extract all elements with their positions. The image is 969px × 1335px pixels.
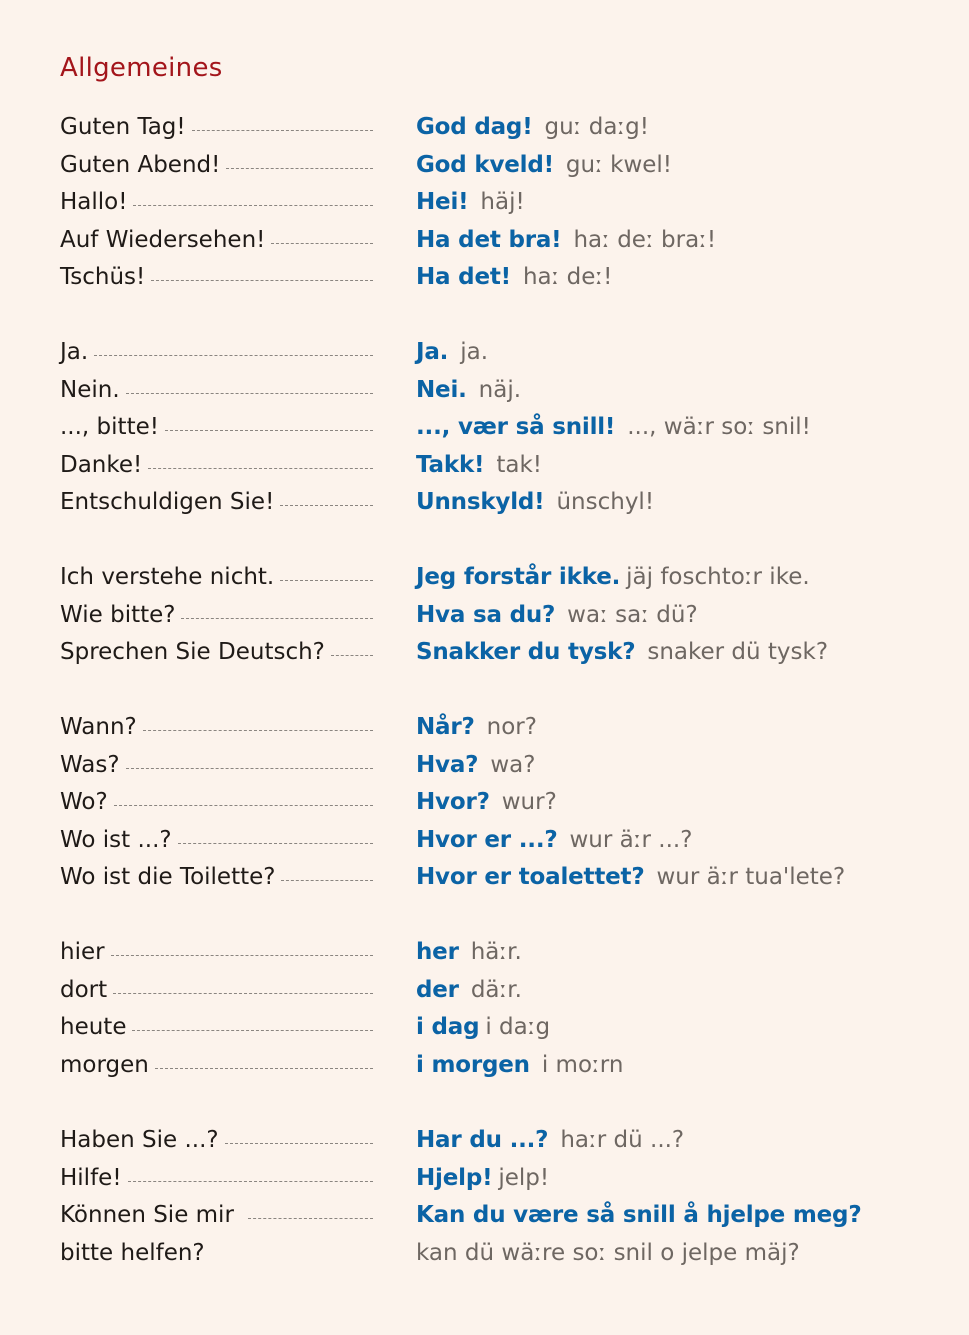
norwegian-phrase: Nei. [416, 377, 467, 403]
phrase-row [0, 712, 969, 748]
phrase-row [0, 450, 969, 486]
pronunciation: i moːrn [541, 1052, 624, 1078]
pronunciation: haː deː! [522, 264, 613, 290]
phrase-row [0, 412, 969, 448]
pronunciation: näj. [478, 377, 522, 403]
german-phrase: Entschuldigen Sie! [60, 489, 275, 515]
german-phrase: bitte helfen? [60, 1240, 205, 1266]
norwegian-phrase: God dag! [416, 114, 533, 140]
leader-dots [94, 355, 373, 356]
norwegian-phrase: Har du ...? [416, 1127, 549, 1153]
phrase-row [0, 112, 969, 148]
phrase-row [0, 1238, 969, 1274]
german-phrase: Hallo! [60, 189, 128, 215]
norwegian-phrase: her [416, 939, 459, 965]
german-phrase: Nein. [60, 377, 120, 403]
phrase-row [0, 637, 969, 673]
phrase-row [0, 825, 969, 861]
leader-dots [148, 468, 373, 469]
norwegian-phrase: Hvor er ...? [416, 827, 558, 853]
phrase-row [0, 937, 969, 973]
leader-dots [128, 1181, 373, 1182]
norwegian-phrase: Hva? [416, 752, 479, 778]
norwegian-phrase: Snakker du tysk? [416, 639, 636, 665]
phrase-row [0, 1012, 969, 1048]
pronunciation: kan dü wäːre soː snil o jelpe mäj? [416, 1240, 800, 1266]
german-phrase: Wann? [60, 714, 137, 740]
leader-dots [225, 1143, 373, 1144]
german-phrase: Sprechen Sie Deutsch? [60, 639, 325, 665]
leader-dots [155, 1068, 373, 1069]
pronunciation: haː deː braː! [573, 227, 717, 253]
leader-dots [192, 130, 373, 131]
phrase-row [0, 225, 969, 261]
norwegian-phrase: Ha det bra! [416, 227, 562, 253]
norwegian-phrase: i morgen [416, 1052, 530, 1078]
pronunciation: häːr. [470, 939, 522, 965]
leader-dots [165, 430, 373, 431]
phrase-row [0, 375, 969, 411]
leader-dots [181, 618, 373, 619]
phrase-row [0, 1200, 969, 1236]
pronunciation: haːr dü ...? [560, 1127, 685, 1153]
german-phrase: Auf Wiedersehen! [60, 227, 266, 253]
german-phrase: Können Sie mir [60, 1202, 234, 1228]
norwegian-phrase: ..., vær så snill! [416, 414, 616, 440]
norwegian-phrase: Hjelp! [416, 1165, 493, 1191]
leader-dots [271, 243, 373, 244]
german-phrase: Ich verstehe nicht. [60, 564, 275, 590]
leader-dots [143, 730, 373, 731]
phrase-row [0, 750, 969, 786]
phrase-row [0, 1163, 969, 1199]
phrase-row [0, 787, 969, 823]
norwegian-phrase: Hvor er toalettet? [416, 864, 645, 890]
leader-dots [226, 168, 373, 169]
norwegian-phrase: Jeg forstår ikke. [416, 564, 621, 590]
leader-dots [248, 1218, 373, 1219]
leader-dots [280, 580, 373, 581]
german-phrase: morgen [60, 1052, 149, 1078]
german-phrase: Was? [60, 752, 120, 778]
leader-dots [113, 993, 373, 994]
norwegian-phrase: Ja. [416, 339, 449, 365]
pronunciation: wur? [501, 789, 557, 815]
pronunciation: ..., wäːr soː snil! [627, 414, 811, 440]
phrase-row [0, 337, 969, 373]
german-phrase: Danke! [60, 452, 143, 478]
pronunciation: wa? [490, 752, 536, 778]
pronunciation: jäj foschtoːr ike. [626, 564, 810, 590]
pronunciation: wur äːr ...? [569, 827, 693, 853]
norwegian-phrase: Ha det! [416, 264, 511, 290]
norwegian-phrase: Hva sa du? [416, 602, 556, 628]
pronunciation: jelp! [498, 1165, 550, 1191]
norwegian-phrase: Kan du være så snill å hjelpe meg? [416, 1202, 862, 1228]
pronunciation: däːr. [470, 977, 522, 1003]
leader-dots [281, 880, 373, 881]
norwegian-phrase: Unnskyld! [416, 489, 545, 515]
phrase-row [0, 600, 969, 636]
german-phrase: hier [60, 939, 105, 965]
phrase-row [0, 862, 969, 898]
german-phrase: Ja. [60, 339, 89, 365]
leader-dots [133, 205, 373, 206]
pronunciation: i daːg [485, 1014, 551, 1040]
german-phrase: Guten Tag! [60, 114, 186, 140]
norwegian-phrase: Hei! [416, 189, 469, 215]
pronunciation: nor? [486, 714, 537, 740]
phrase-row [0, 975, 969, 1011]
pronunciation: tak! [496, 452, 542, 478]
leader-dots [126, 768, 373, 769]
leader-dots [111, 955, 373, 956]
leader-dots [151, 280, 373, 281]
leader-dots [280, 505, 373, 506]
pronunciation: guː kwel! [565, 152, 673, 178]
german-phrase: dort [60, 977, 108, 1003]
pronunciation: snaker dü tysk? [647, 639, 829, 665]
norwegian-phrase: Hvor? [416, 789, 490, 815]
norwegian-phrase: God kveld! [416, 152, 554, 178]
phrase-row [0, 562, 969, 598]
phrase-row [0, 1125, 969, 1161]
leader-dots [178, 843, 373, 844]
norwegian-phrase: i dag [416, 1014, 480, 1040]
phrase-row [0, 187, 969, 223]
phrase-row [0, 1050, 969, 1086]
leader-dots [114, 805, 373, 806]
german-phrase: Hilfe! [60, 1165, 122, 1191]
german-phrase: Wo? [60, 789, 108, 815]
german-phrase: ..., bitte! [60, 414, 159, 440]
pronunciation: guː daːg! [544, 114, 649, 140]
german-phrase: Wie bitte? [60, 602, 176, 628]
section-title: Allgemeines [60, 53, 223, 84]
leader-dots [331, 655, 373, 656]
pronunciation: ja. [460, 339, 489, 365]
phrase-row [0, 150, 969, 186]
phrase-row [0, 262, 969, 298]
norwegian-phrase: der [416, 977, 459, 1003]
german-phrase: Guten Abend! [60, 152, 221, 178]
german-phrase: Wo ist ...? [60, 827, 172, 853]
pronunciation: ünschyl! [556, 489, 655, 515]
norwegian-phrase: Når? [416, 714, 475, 740]
german-phrase: Haben Sie ...? [60, 1127, 219, 1153]
german-phrase: Tschüs! [60, 264, 146, 290]
german-phrase: Wo ist die Toilette? [60, 864, 276, 890]
pronunciation: häj! [480, 189, 525, 215]
german-phrase: heute [60, 1014, 127, 1040]
leader-dots [126, 393, 373, 394]
norwegian-phrase: Takk! [416, 452, 485, 478]
pronunciation: waː saː dü? [567, 602, 698, 628]
pronunciation: wur äːr tua'lete? [656, 864, 846, 890]
leader-dots [132, 1030, 373, 1031]
phrase-row [0, 487, 969, 523]
